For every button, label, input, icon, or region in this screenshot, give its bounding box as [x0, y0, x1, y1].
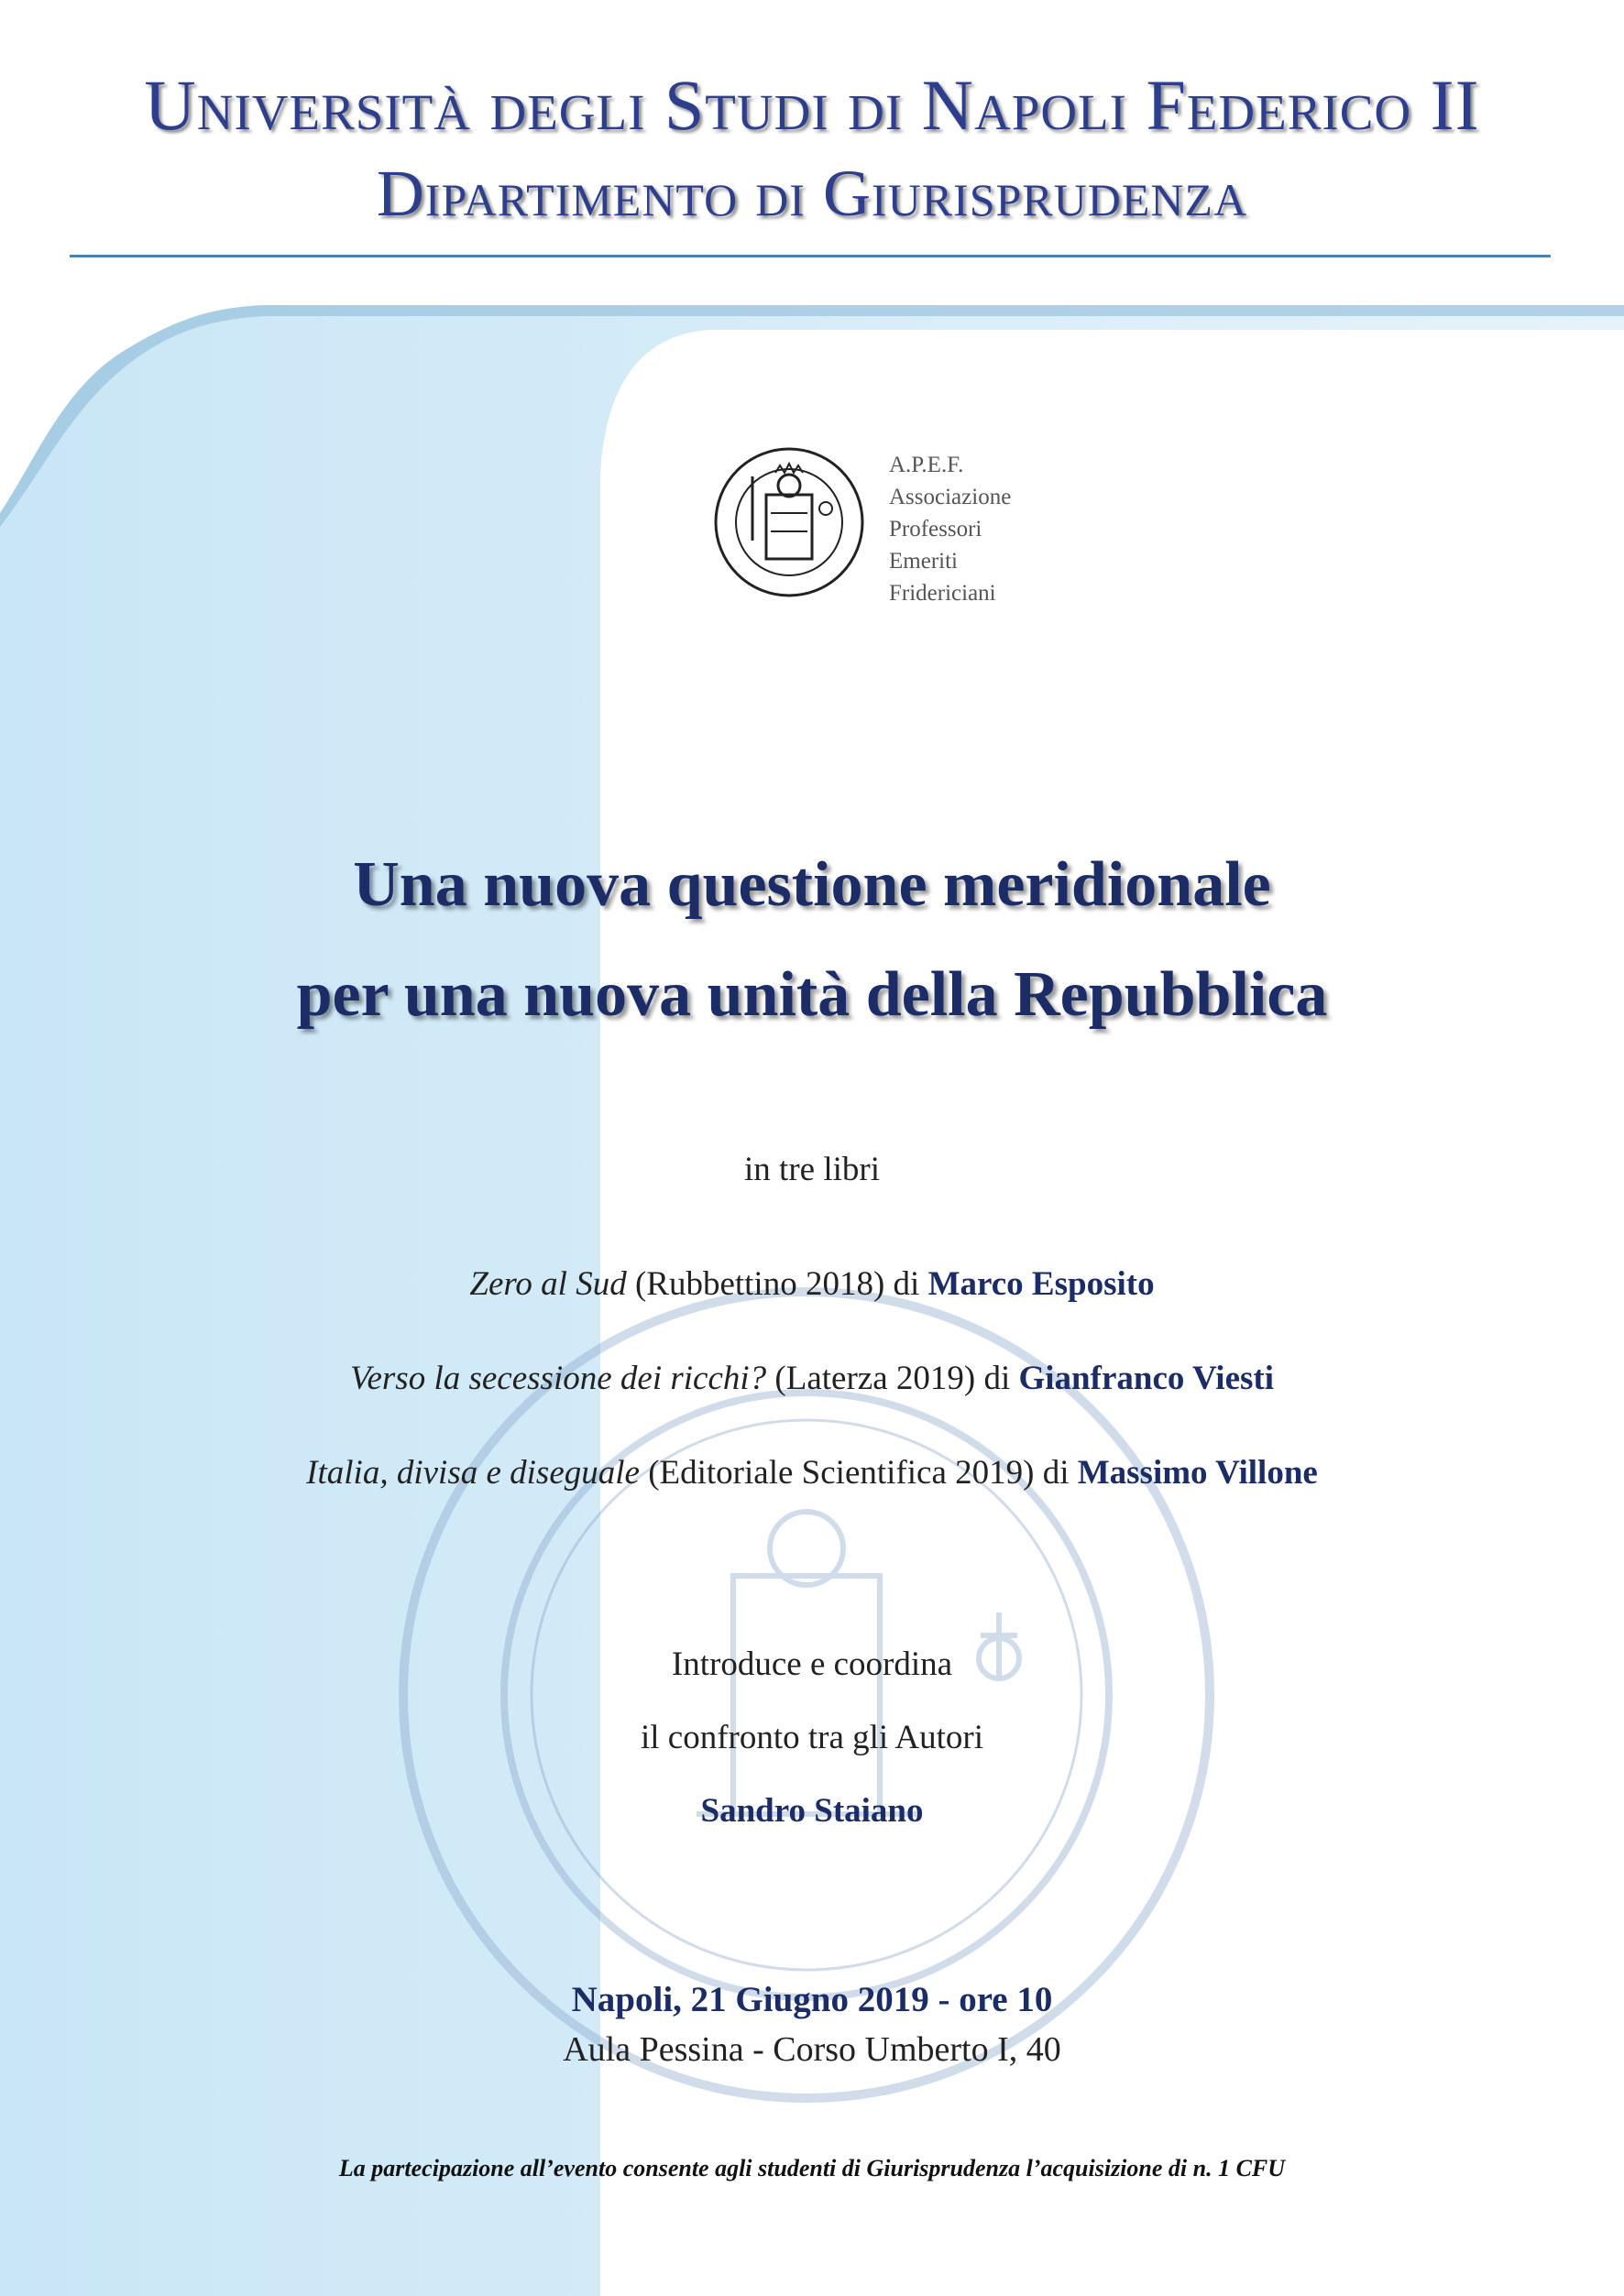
book-entry-3	[0, 1453, 1624, 1492]
apef-line-5: Fridericiani	[889, 581, 996, 606]
book-author-3: Massimo Villone	[1077, 1454, 1318, 1492]
event-date-time: Napoli, 21 Giugno 2019 - ore 10	[571, 1980, 1053, 2019]
footer-note: La partecipazione all’evento consente agli studenti di Giurisprudenza l’acquisizione di n. 1 CFU	[338, 2155, 1286, 2181]
event-title-line-2: per una nuova unità della Repubblica	[296, 959, 1328, 1030]
book-publisher-3: (Editoriale Scientifica 2019) di	[639, 1454, 1078, 1492]
subtitle: in tre libri	[744, 1151, 880, 1188]
department-name: Dipartimento di Giurisprudenza	[376, 157, 1248, 230]
book-entry-1	[0, 1264, 1624, 1304]
event-location: Aula Pessina - Corso Umberto I, 40	[563, 2030, 1061, 2069]
apef-line-1: A.P.E.F.	[889, 453, 964, 477]
university-name: Università degli Studi di Napoli Federico II	[144, 65, 1480, 145]
header-divider	[70, 255, 1551, 257]
book-author-1: Marco Esposito	[927, 1265, 1155, 1303]
moderator-name: Sandro Staiano	[700, 1792, 924, 1830]
apef-line-3: Professori	[889, 517, 982, 541]
moderator-intro: Introduce e coordina	[671, 1645, 953, 1683]
book-title-3: Italia, divisa e diseguale	[306, 1454, 640, 1492]
book-title-1: Zero al Sud	[469, 1265, 627, 1303]
university-seal-logo	[711, 421, 867, 623]
event-title-line-1: Una nuova questione meridionale	[353, 849, 1271, 920]
apef-line-4: Emeriti	[889, 549, 958, 574]
apef-line-2: Associazione	[889, 485, 1012, 509]
book-author-2: Gianfranco Viesti	[1018, 1360, 1274, 1397]
book-title-2: Verso la secessione dei ricchi?	[349, 1360, 767, 1397]
book-publisher-2: (Laterza 2019) di	[766, 1360, 1019, 1397]
moderator-intro-2: il confronto tra gli Autori	[640, 1719, 984, 1756]
book-entry-2	[0, 1359, 1624, 1398]
book-publisher-1: (Rubbettino 2018) di	[626, 1265, 928, 1303]
